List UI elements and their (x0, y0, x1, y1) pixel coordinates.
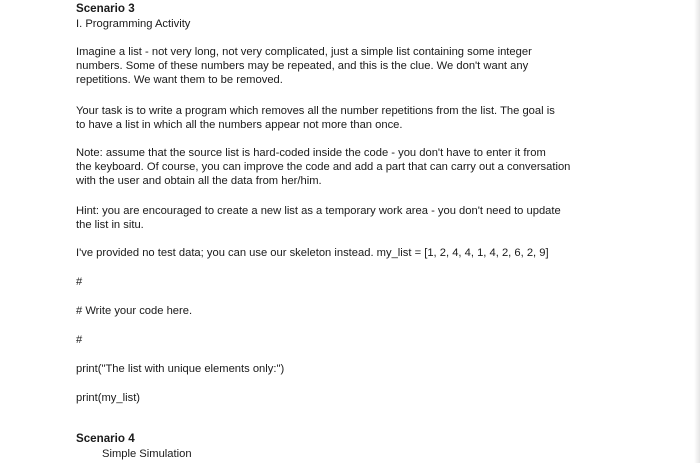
code-comment: # Write your code here. (76, 305, 193, 317)
paragraph-1-line-3: repetitions. We want them to be removed. (76, 74, 283, 86)
paragraph-3-line-1: Note: assume that the source list is hard-coded inside the code - you don't have to enter it from (76, 147, 546, 159)
code-hash-1: # (76, 276, 83, 288)
scenario-4-title: Scenario 4 (76, 432, 135, 445)
paragraph-1-line-2: numbers. Some of these numbers may be repeated, and this is the clue. We don't want any (76, 60, 529, 72)
page-edge-shadow (694, 0, 700, 463)
paragraph-3-line-3: with the user and obtain all the data from her/him. (76, 175, 322, 187)
paragraph-5: I've provided no test data; you can use our skeleton instead. my_list = [1, 2, 4, 4, 1, 4, 2, 6, 2, 9] (76, 247, 549, 259)
scenario-4-subtitle: Simple Simulation (102, 448, 192, 460)
scenario-3-title: Scenario 3 (76, 2, 135, 15)
paragraph-2-line-1: Your task is to write a program which removes all the number repetitions from the list. The goal is (76, 105, 555, 117)
code-print-2: print(my_list) (76, 392, 141, 404)
paragraph-1-line-1: Imagine a list - not very long, not very complicated, just a simple list containing some integer (76, 46, 532, 58)
paragraph-2-line-2: to have a list in which all the numbers appear not more than once. (76, 119, 403, 131)
code-print-1: print("The list with unique elements only:") (76, 363, 285, 375)
scenario-3-subtitle: I. Programming Activity (76, 18, 191, 30)
paragraph-3-line-2: the keyboard. Of course, you can improve the code and add a part that can carry out a conversation (76, 161, 571, 173)
code-hash-2: # (76, 334, 83, 346)
paragraph-4-line-1: Hint: you are encouraged to create a new list as a temporary work area - you don't need to update (76, 205, 561, 217)
paragraph-4-line-2: the list in situ. (76, 219, 144, 231)
